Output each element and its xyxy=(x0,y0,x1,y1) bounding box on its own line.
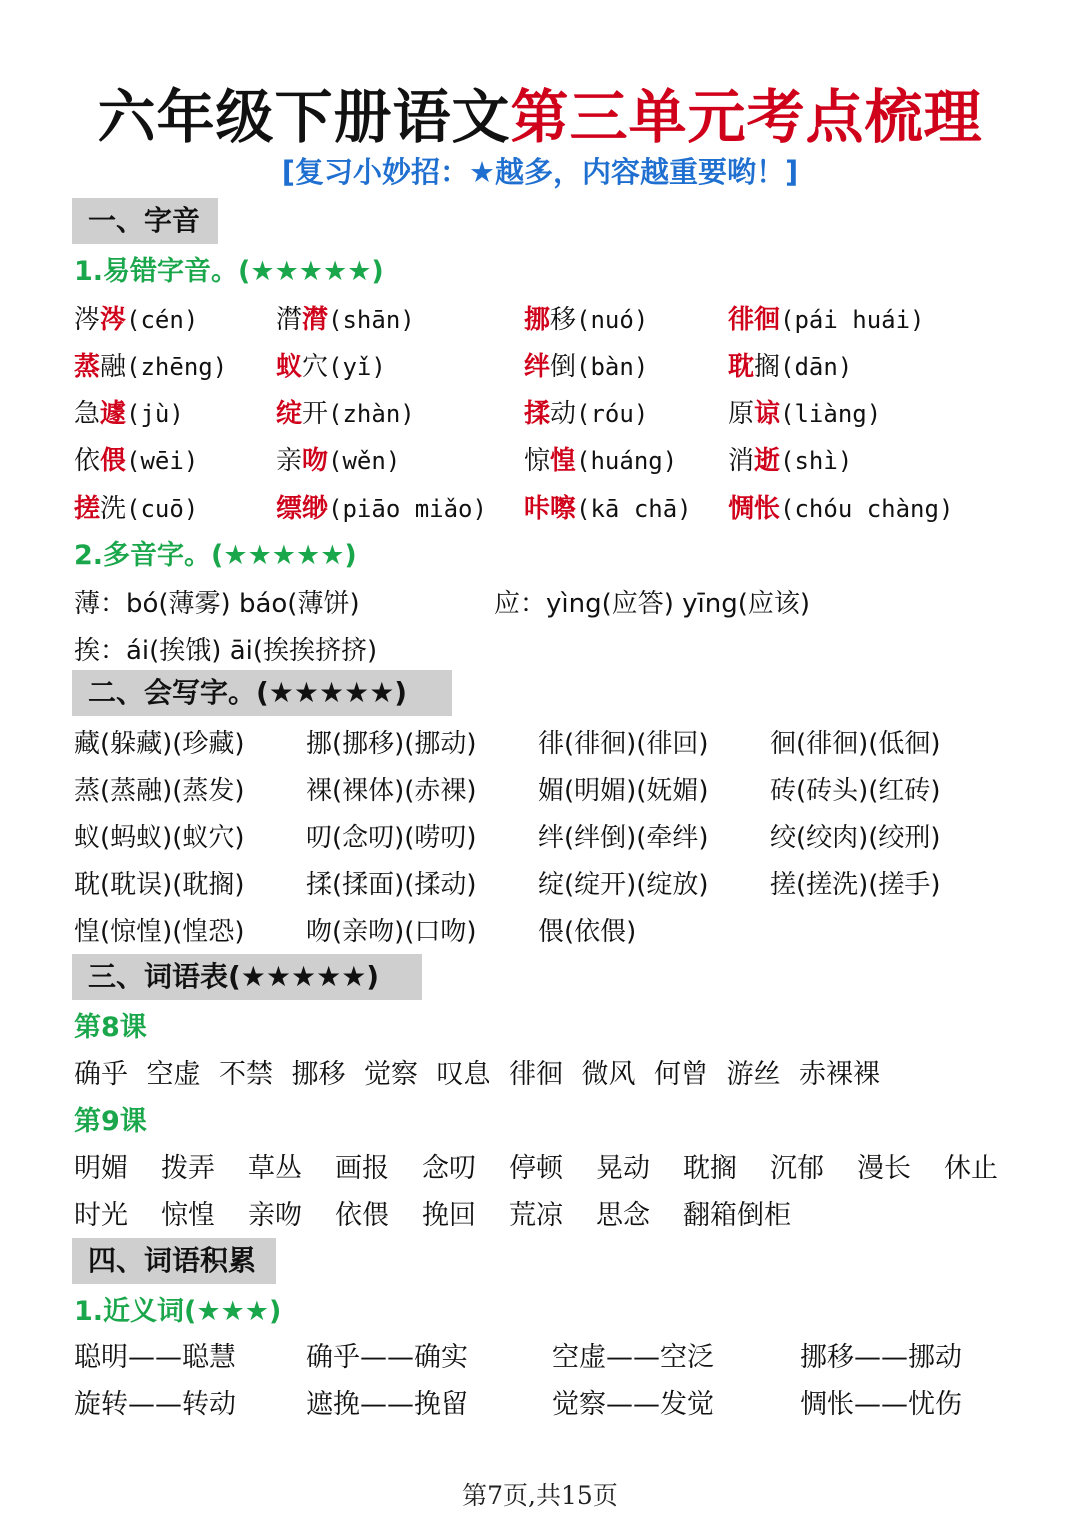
pron-item xyxy=(728,394,881,434)
pron-char: 潸 xyxy=(302,305,329,335)
pron-item xyxy=(524,347,648,387)
pron-item xyxy=(524,441,677,481)
pron-char: 搁 xyxy=(754,352,781,382)
writing-item: 绞(绞肉)(绞刑) xyxy=(770,823,941,853)
vocab-word: 空虚 xyxy=(146,1059,201,1090)
writing-item: 叨(念叨)(唠叨) xyxy=(306,823,477,853)
writing-item: 砖(砖头)(红砖) xyxy=(770,776,941,806)
vocab-word: 惊惶 xyxy=(161,1200,215,1231)
pron-item xyxy=(74,394,184,434)
writing-item: 挪(挪移)(挪动) xyxy=(306,729,477,759)
pron-item xyxy=(728,441,852,481)
pinyin: (róu) xyxy=(576,400,649,428)
writing-item: 揉(揉面)(揉动) xyxy=(306,870,477,900)
vocab-word: 徘徊 xyxy=(509,1059,563,1090)
pinyin: (dān) xyxy=(780,353,853,381)
pron-char: 穴 xyxy=(302,352,329,382)
pron-char: 开 xyxy=(302,399,329,429)
pron-row xyxy=(0,441,1080,481)
pinyin: (bàn) xyxy=(576,353,649,381)
vocab-word: 沉郁 xyxy=(770,1153,824,1184)
vocab-word: 画报 xyxy=(335,1153,389,1184)
pinyin: (yǐ) xyxy=(328,353,386,381)
writing-item: 搓(搓洗)(搓手) xyxy=(770,870,941,900)
vocab-word: 晃动 xyxy=(596,1153,650,1184)
pron-item xyxy=(74,300,198,340)
pron-row xyxy=(0,489,1080,529)
pron-row xyxy=(0,394,1080,434)
pron-char: 吻 xyxy=(302,446,329,476)
pron-char: 原 xyxy=(728,399,755,429)
poly-item: 薄：bó(薄雾) báo(薄饼) xyxy=(74,589,360,619)
pron-item xyxy=(524,300,648,340)
pron-char: 搓 xyxy=(74,494,101,524)
pinyin: (cuō) xyxy=(126,495,199,523)
lesson-8-words xyxy=(0,1055,1080,1095)
pinyin: (huáng) xyxy=(576,447,678,475)
vocab-word: 休止 xyxy=(944,1153,998,1184)
pron-char: 洗 xyxy=(100,494,127,524)
pron-char: 咔嚓 xyxy=(524,494,577,524)
subheading-error-prone: 1.易错字音。(★★★★★) xyxy=(74,256,384,287)
vocab-word: 明媚 xyxy=(74,1153,128,1184)
pinyin: (zhēng) xyxy=(126,353,228,381)
lesson-9-label: 第9课 xyxy=(74,1106,147,1137)
pron-item xyxy=(276,441,400,481)
pron-char: 耽 xyxy=(728,352,755,382)
vocab-word: 微风 xyxy=(581,1059,636,1090)
page-subtitle: [复习小妙招：★越多，内容越重要哟！] xyxy=(281,155,799,189)
pron-char: 融 xyxy=(100,352,127,382)
writing-item: 吻(亲吻)(口吻) xyxy=(306,917,477,947)
vocab-word: 叹息 xyxy=(436,1059,491,1090)
synonym-pair: 确乎——确实 xyxy=(306,1342,468,1373)
writing-item: 蚁(蚂蚁)(蚁穴) xyxy=(74,823,245,853)
pron-row xyxy=(0,300,1080,340)
vocab-word: 草丛 xyxy=(248,1153,302,1184)
synonym-pair: 旋转——转动 xyxy=(74,1389,236,1420)
vocab-word: 念叨 xyxy=(422,1153,476,1184)
section-header-pronunciation: 一、字音 xyxy=(72,198,218,244)
synonym-pair: 惆怅——忧伤 xyxy=(800,1389,962,1420)
synonym-pair: 觉察——发觉 xyxy=(552,1389,714,1420)
writing-row xyxy=(0,724,1080,764)
pron-char: 潸 xyxy=(276,305,303,335)
section-header-vocab: 三、词语表(★★★★★) xyxy=(72,954,422,1000)
pron-char: 绽 xyxy=(276,399,303,429)
writing-item: 蒸(蒸融)(蒸发) xyxy=(74,776,245,806)
pron-char: 遽 xyxy=(100,399,127,429)
pron-char: 消 xyxy=(728,446,755,476)
pron-item xyxy=(524,489,692,529)
pron-char: 蚁 xyxy=(276,352,303,382)
pron-char: 依 xyxy=(74,446,101,476)
pron-char: 缥缈 xyxy=(276,494,329,524)
pron-char: 移 xyxy=(550,305,577,335)
pron-char: 倒 xyxy=(550,352,577,382)
poly-item: 挨：ái(挨饿) āi(挨挨挤挤) xyxy=(74,636,378,666)
pinyin: (wēi) xyxy=(126,447,199,475)
pron-char: 惶 xyxy=(550,446,577,476)
pron-item xyxy=(276,347,386,387)
pron-item xyxy=(276,489,487,529)
vocab-word: 何曾 xyxy=(654,1059,708,1090)
poly-row xyxy=(0,631,1080,671)
synonym-pair: 空虚——空泛 xyxy=(552,1342,714,1373)
writing-item: 裸(裸体)(赤裸) xyxy=(306,776,477,806)
writing-item: 绽(绽开)(绽放) xyxy=(538,870,709,900)
pinyin: (kā chā) xyxy=(576,495,692,523)
pron-char: 急 xyxy=(74,399,101,429)
writing-item: 媚(明媚)(妩媚) xyxy=(538,776,709,806)
subheading-synonyms: 1.近义词(★★★) xyxy=(74,1296,282,1327)
pinyin: (chóu chàng) xyxy=(780,495,954,523)
pron-char: 谅 xyxy=(754,399,781,429)
vocab-word: 挪移 xyxy=(291,1059,346,1090)
writing-row xyxy=(0,912,1080,952)
pinyin: (jù) xyxy=(126,400,184,428)
vocab-word: 不禁 xyxy=(219,1059,273,1090)
pron-char: 逝 xyxy=(754,446,781,476)
pron-char: 惆怅 xyxy=(728,494,781,524)
writing-item: 绊(绊倒)(牵绊) xyxy=(538,823,709,853)
vocab-word: 亲吻 xyxy=(248,1200,302,1231)
pron-item xyxy=(728,489,953,529)
pron-item xyxy=(74,489,198,529)
pron-char: 涔 xyxy=(74,305,101,335)
pron-char: 挪 xyxy=(524,305,551,335)
pinyin: (pái huái) xyxy=(780,306,925,334)
lesson-8-label: 第8课 xyxy=(74,1012,147,1043)
synonym-row xyxy=(0,1338,1080,1378)
writing-item: 耽(耽误)(耽搁) xyxy=(74,870,245,900)
pron-char: 揉 xyxy=(524,399,551,429)
pron-item xyxy=(74,441,198,481)
writing-item: 惶(惊惶)(惶恐) xyxy=(74,917,245,947)
poly-item: 应：yìng(应答) yīng(应该) xyxy=(494,589,811,619)
pinyin: (liàng) xyxy=(780,400,882,428)
vocab-word: 翻箱倒柜 xyxy=(683,1200,791,1231)
pron-row xyxy=(0,347,1080,387)
pinyin: (nuó) xyxy=(576,306,649,334)
lesson-9-words xyxy=(0,1149,1080,1189)
synonym-pair: 遮挽——挽留 xyxy=(306,1389,468,1420)
vocab-word: 依偎 xyxy=(335,1200,389,1231)
pron-char: 徘徊 xyxy=(728,305,781,335)
page-footer: 第7页,共15页 xyxy=(462,1481,618,1510)
vocab-word: 挽回 xyxy=(422,1200,476,1231)
pinyin: (shì) xyxy=(780,447,853,475)
vocab-word: 时光 xyxy=(74,1200,128,1231)
title-red: 第三单元考点梳理 xyxy=(510,83,983,151)
writing-row xyxy=(0,865,1080,905)
subheading-polyphones: 2.多音字。(★★★★★) xyxy=(74,540,357,571)
section-header-writing: 二、会写字。(★★★★★) xyxy=(72,670,452,716)
pron-char: 绊 xyxy=(524,352,551,382)
pinyin: (wěn) xyxy=(328,447,401,475)
vocab-word: 拨弄 xyxy=(161,1153,215,1184)
writing-item: 徊(徘徊)(低徊) xyxy=(770,729,941,759)
pron-char: 涔 xyxy=(100,305,127,335)
writing-item: 徘(徘徊)(徘回) xyxy=(538,729,709,759)
pron-char: 亲 xyxy=(276,446,303,476)
pron-item xyxy=(74,347,227,387)
pron-char: 偎 xyxy=(100,446,127,476)
vocab-word: 确乎 xyxy=(74,1059,128,1090)
vocab-word: 游丝 xyxy=(726,1059,781,1090)
vocab-word: 停顿 xyxy=(509,1153,563,1184)
vocab-word: 漫长 xyxy=(857,1153,911,1184)
pinyin: (shān) xyxy=(328,306,415,334)
pron-char: 动 xyxy=(550,399,577,429)
synonym-pair: 聪明——聪慧 xyxy=(74,1342,236,1373)
pron-char: 蒸 xyxy=(74,352,101,382)
pron-item xyxy=(728,300,925,340)
vocab-word: 觉察 xyxy=(364,1059,418,1090)
writing-row xyxy=(0,818,1080,858)
pron-item xyxy=(524,394,648,434)
section-header-accumulation: 四、词语积累 xyxy=(72,1238,276,1284)
vocab-word: 耽搁 xyxy=(683,1153,737,1184)
pron-char: 惊 xyxy=(524,446,551,476)
page-title xyxy=(0,82,1080,152)
title-black: 六年级下册语文 xyxy=(97,83,511,151)
pinyin: (piāo miǎo) xyxy=(328,495,487,523)
vocab-word: 赤裸裸 xyxy=(799,1059,880,1090)
pron-item xyxy=(276,300,415,340)
vocab-word: 荒凉 xyxy=(509,1200,563,1231)
pron-item xyxy=(728,347,852,387)
poly-row xyxy=(0,584,1080,624)
synonym-row xyxy=(0,1385,1080,1425)
writing-item: 偎(依偎) xyxy=(538,917,637,947)
pron-item xyxy=(276,394,415,434)
pinyin: (zhàn) xyxy=(328,400,415,428)
pinyin: (cén) xyxy=(126,306,199,334)
synonym-pair: 挪移——挪动 xyxy=(800,1342,962,1373)
writing-item: 藏(躲藏)(珍藏) xyxy=(74,729,245,759)
lesson-9-words xyxy=(0,1196,1080,1236)
vocab-word: 思念 xyxy=(596,1200,650,1231)
writing-row xyxy=(0,771,1080,811)
